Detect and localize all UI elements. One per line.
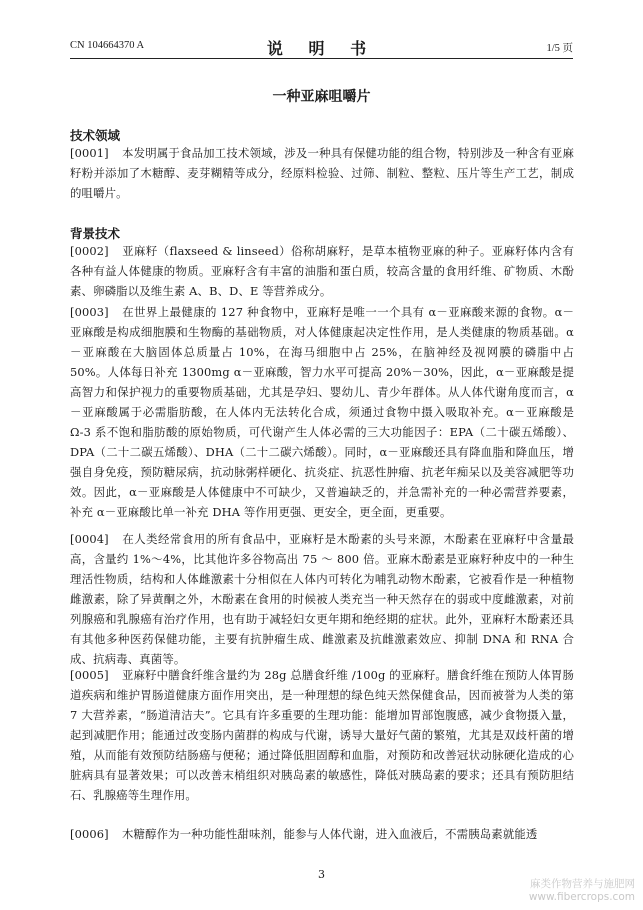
paragraph-text: 木糖醇作为一种功能性甜味剂，能参与人体代谢，进入血液后，不需胰岛素就能透	[122, 827, 538, 841]
paragraph-text: 本发明属于食品加工技术领域，涉及一种具有保健功能的组合物，特别涉及一种含有亚麻籽粉并添加了木糖醇、麦芽糊精等成分，经原料检验、过筛、制粒、整粒、压片等生产工艺，制成的咀嚼片。	[70, 146, 574, 200]
paragraph-number: [0005]	[70, 668, 109, 682]
paragraph-0003	[70, 302, 574, 522]
paragraph-text: 亚麻籽中膳食纤维含量约为 28g 总膳食纤维 /100g 的亚麻籽。膳食纤维在预防人体胃肠道疾病和维护胃肠道健康方面作用突出，是一种理想的绿色纯天然保健食品，因而被誉为人类的第 7 大营养素，“肠道清洁夫”。它具有许多重要的生理功能：能增加胃部饱腹感，减少食物摄入量，起到减肥作用；能通过改变肠内菌群的构成与代谢，诱导大量好气菌的繁殖，尤其是双歧杆菌的增殖，从而能有效预防结肠癌与便秘；通过降低胆固醇和血脂，对预防和改善冠状动脉硬化造成的心脏病具有显著效果；可以改善末梢组织对胰岛素的敏感性，降低对胰岛素的要求；还具有预防胆结石、乳腺癌等生理作用。	[70, 668, 574, 802]
page-number: 3	[318, 868, 325, 881]
site-watermark	[529, 878, 635, 904]
paragraph-0004	[70, 529, 574, 669]
paragraph-text: 在人类经常食用的所有食品中，亚麻籽是木酚素的头号来源，木酚素在亚麻籽中含量最高，含量约 1%～4%，比其他许多谷物高出 75 ～ 800 倍。亚麻木酚素是亚麻籽种皮中的一种生理活性物质，结构和人体雌激素十分相似在人体内可转化为哺乳动物木酚素，它被看作是一种植物雌激素，除了异黄酮之外，木酚素在食用的时候被人类充当一种天然存在的弱或中度雌激素，对前列腺癌和乳腺癌有治疗作用，也有助于减轻妇女更年期和绝经期的症状。此外，亚麻籽木酚素还具有其他多种医药保健功能，主要有抗肿瘤生成、雌激素及抗雌激素效应、抑制 DNA 和 RNA 合成、抗病毒、真菌等。	[70, 532, 574, 666]
paragraph-number: [0006]	[70, 827, 109, 841]
paragraph-0006	[70, 824, 574, 844]
section-heading-technical-field: 技术领域	[70, 128, 121, 143]
paragraph-0001	[70, 143, 574, 203]
paragraph-text: 在世界上最健康的 127 种食物中，亚麻籽是唯一一个具有 α－亚麻酸来源的食物。α－亚麻酸是构成细胞膜和生物酶的基础物质，对人体健康起决定性作用，是人类健康的物质基础。α－亚麻酸在大脑固体总质量占 10%，在海马细胞中占 25%，在脑神经及视网膜的磷脂中占 50%。人体每日补充 1300mg α－亚麻酸，智力水平可提高 20%－30%，因此，α－亚麻酸是提高智力和保护视力的重要物质基础，尤其是孕妇、婴幼儿、青少年群体。从人体代谢角度而言，α－亚麻酸属于必需脂肪酸，在人体内无法转化合成，须通过食物中摄入吸取补充。α－亚麻酸是 Ω-3 系不饱和脂肪酸的原始物质，可代谢产生人体必需的三大功能因子：EPA（二十碳五烯酸）、DPA（二十二碳五烯酸）、DHA（二十二碳六烯酸）。同时，α－亚麻酸还具有降血脂和降血压，增强自身免疫，预防糖尿病，抗动脉粥样硬化、抗炎症、抗恶性肿瘤、抗老年痴呆以及美容减肥等功效。因此，α－亚麻酸是人体健康中不可缺少，又普遍缺乏的，并急需补充的一种必需营养要素，补充 α－亚麻酸比单一补充 DHA 等作用更强、更安全，更全面，更重要。	[70, 305, 574, 519]
patent-number: CN 104664370 A	[70, 40, 145, 51]
page-header	[70, 36, 573, 59]
paragraph-text: 亚麻籽（flaxseed & linseed）俗称胡麻籽，是草本植物亚麻的种子。亚麻籽体内含有各种有益人体健康的物质。亚麻籽含有丰富的油脂和蛋白质，较高含量的食用纤维、矿物质、木酚素、卵磷脂以及维生素 A、B、D、E 等营养成分。	[70, 244, 574, 298]
watermark-url: www.fibercrops.com	[528, 891, 635, 903]
paragraph-number: [0002]	[70, 244, 109, 258]
paragraph-number: [0003]	[70, 305, 109, 319]
paragraph-number: [0001]	[70, 146, 109, 160]
page-indicator: 1/5 页	[546, 43, 573, 54]
paragraph-0002	[70, 241, 574, 301]
paragraph-0005	[70, 665, 574, 805]
watermark-site-name: 麻类作物营养与施肥网	[530, 878, 635, 890]
invention-title: 一种亚麻咀嚼片	[272, 89, 371, 105]
document-type-title: 说 明 书	[266, 39, 377, 58]
paragraph-number: [0004]	[70, 532, 109, 546]
section-heading-background: 背景技术	[70, 226, 121, 241]
